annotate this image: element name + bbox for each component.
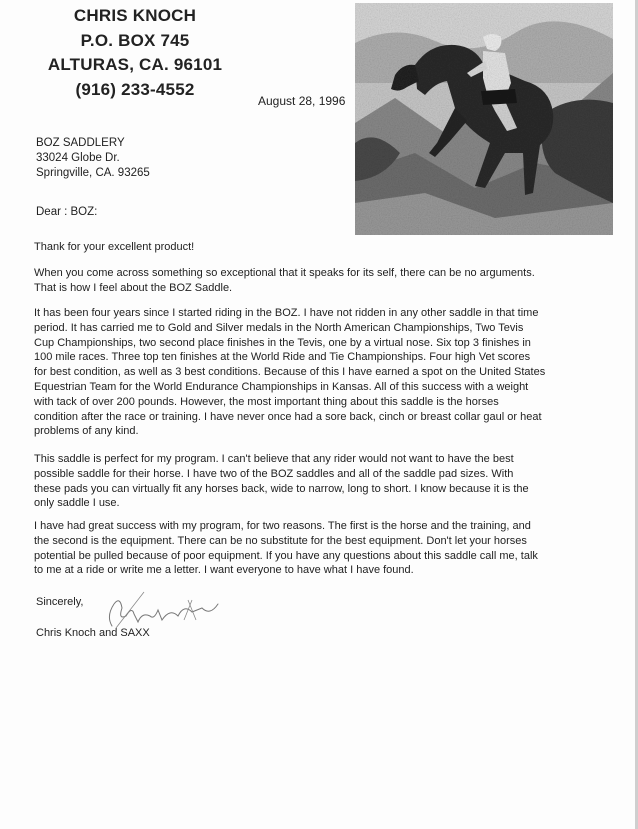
letter-date: August 28, 1996 [258, 94, 346, 108]
paragraph-line: It has been four years since I started riding in the BOZ. I have not ridden in any other saddle in that time [34, 307, 539, 319]
paragraph-line: This saddle is perfect for my program. I can't believe that any rider would not want to have the best [34, 453, 514, 465]
paragraph-line: 100 mile races. Three top ten finishes at the World Ride and Tie Championships. Four high Vet scores [34, 351, 531, 364]
letterhead [40, 4, 230, 102]
signer-name: Chris Knoch and SAXX [36, 627, 150, 639]
recipient-street: 33024 Globe Dr. [36, 152, 120, 164]
letterhead-name: CHRIS KNOCH [73, 6, 197, 25]
letterhead-city: ALTURAS, CA. 96101 [47, 55, 223, 74]
paragraph-line: I have had great success with my program, for two reasons. The first is the horse and the training, and [34, 520, 531, 532]
paragraph-line: That is how I feel about the BOZ Saddle. [34, 281, 233, 294]
paragraph-line: with tack of over 200 pounds. However, the most important thing about this saddle is the horses [34, 395, 499, 408]
paragraph-line: to me at a ride or write me a letter. I want everyone to have what I have found. [34, 564, 414, 577]
body-paragraph-5 [34, 519, 604, 578]
paragraph-line: these pads you can virtually fit any horses back, wide to narrow, long to short. I know because it is the [34, 482, 529, 495]
paragraph-line: problems of any kind. [34, 425, 139, 438]
paragraph-line: Cup Championships, two second place finishes in the Tevis, one by a virtual nose. Six top 3 finishes in [34, 336, 531, 349]
paragraph-line: Equestrian Team for the World Endurance Championships in Kansas. All of this success with a weight [34, 380, 529, 393]
body-paragraph-1 [34, 240, 604, 255]
body-paragraph-2 [34, 266, 604, 296]
paragraph-line: potential be pulled because of poor equipment. If you have any questions about this saddle call me, talk [34, 549, 538, 562]
recipient-address [36, 136, 150, 181]
body-paragraph-4 [34, 452, 604, 511]
salutation: Dear : BOZ: [36, 206, 98, 218]
letterhead-po-box: P.O. BOX 745 [80, 30, 190, 50]
paragraph-line: possible saddle for their horse. I have two of the BOZ saddles and all of the saddle pad sizes. With [34, 467, 514, 480]
body-paragraph-3 [34, 306, 604, 439]
paragraph-line: the second is the equipment. There can be no substitute for the best equipment. Don't let your horses [34, 534, 527, 547]
paragraph-line: When you come across something so exceptional that it speaks for its self, there can be no arguments. [34, 267, 535, 279]
paragraph-line: Thank for your excellent product! [34, 241, 195, 253]
paragraph-line: for best condition, as well as 3 best conditions. Because of this I have earned a spot on the United States [34, 366, 546, 379]
closing: Sincerely, [36, 596, 84, 608]
recipient-company: BOZ SADDLERY [36, 137, 125, 149]
paragraph-line: only saddle I use. [34, 497, 120, 510]
paragraph-line: condition after the race or training. I have never once had a sore back, cinch or breast collar gaul or heat [34, 410, 542, 423]
horse-rider-photo [355, 3, 613, 235]
letterhead-phone: (916) 233-4552 [75, 79, 195, 99]
paragraph-line: period. It has carried me to Gold and Silver medals in the North American Championships, Two Tevis [34, 321, 524, 334]
recipient-city: Springville, CA. 93265 [36, 167, 150, 179]
